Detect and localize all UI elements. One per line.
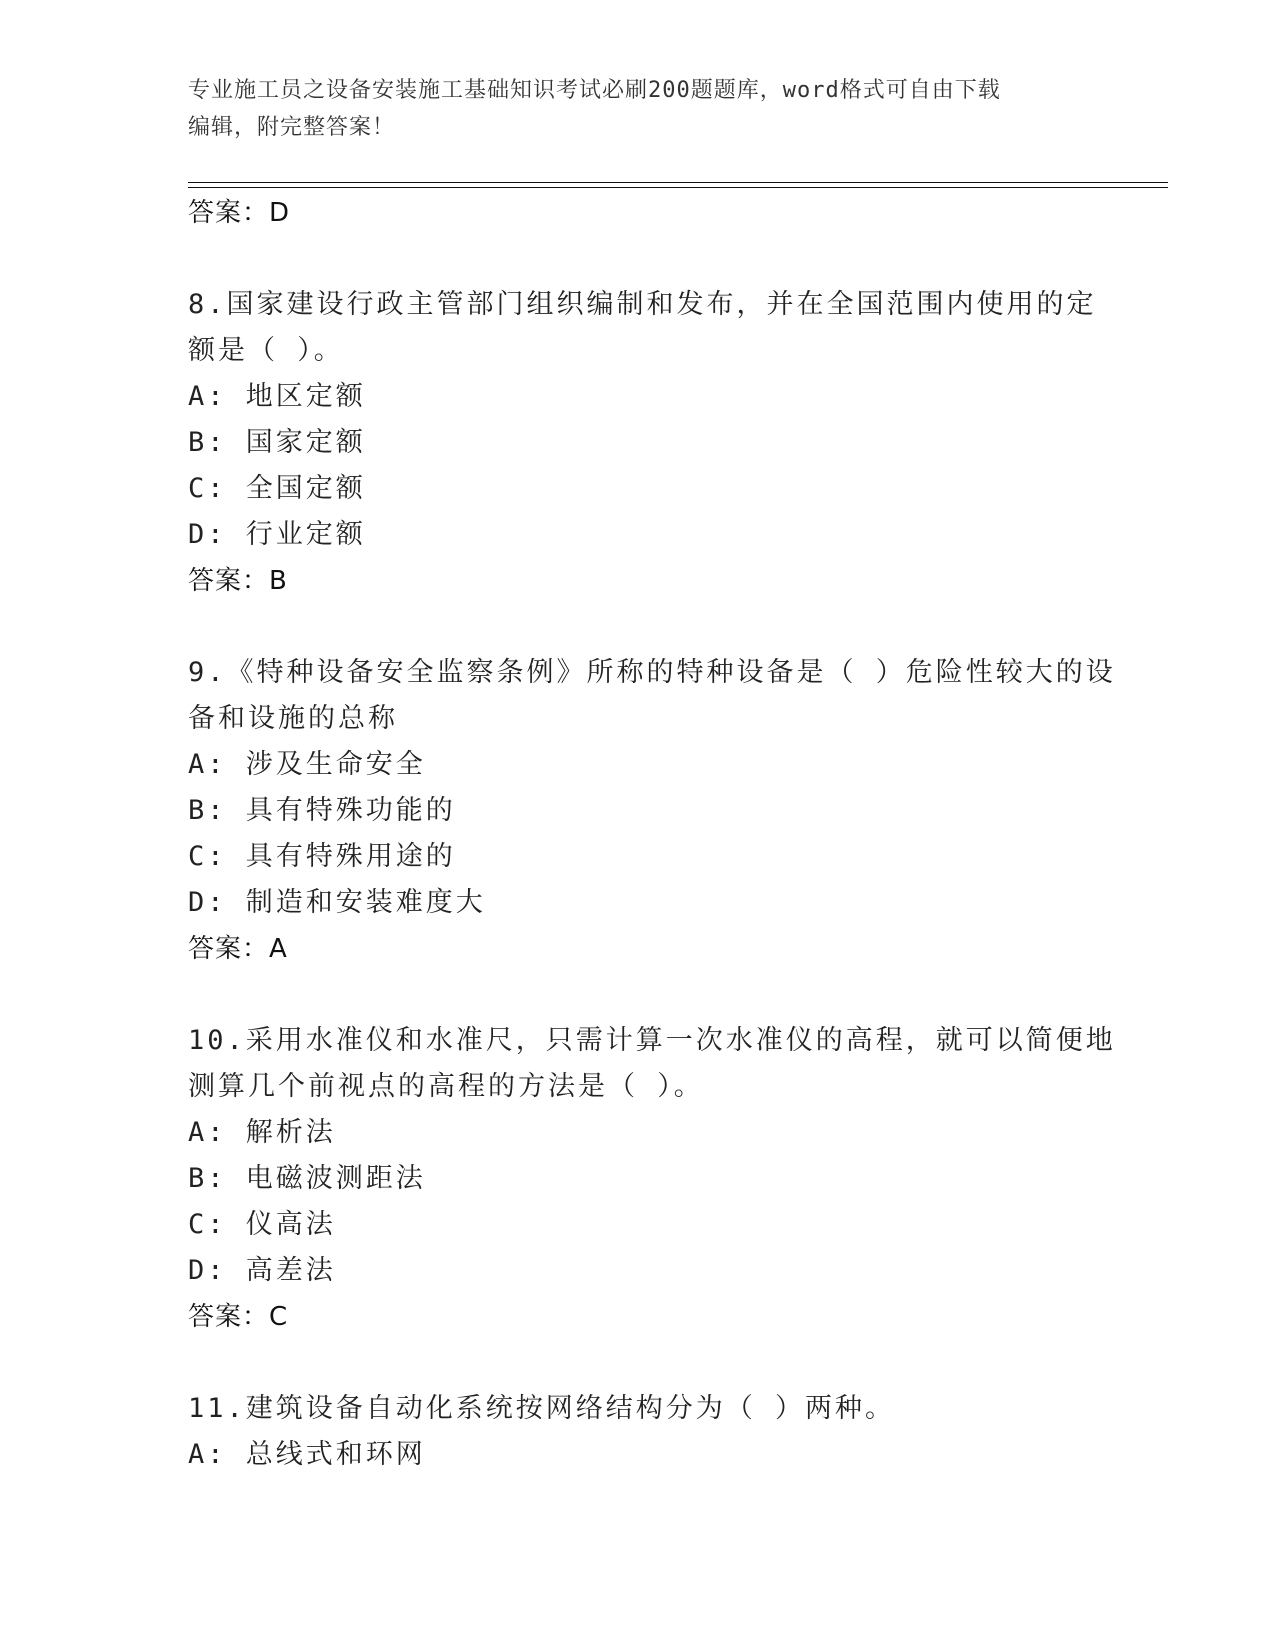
question-stem: 9.《特种设备安全监察条例》所称的特种设备是（ ）危险性较大的设 [188, 657, 1116, 688]
question-9 [188, 650, 1116, 972]
option-a: A: 解析法 [188, 1117, 336, 1148]
option-d: D: 行业定额 [188, 519, 366, 550]
option-b: B: 具有特殊功能的 [188, 795, 456, 826]
question-stem: 测算几个前视点的高程的方法是（ ）。 [188, 1071, 704, 1102]
option-a: A: 地区定额 [188, 381, 366, 412]
question-10 [188, 1018, 1116, 1340]
header-line-2: 编辑，附完整答案！ [188, 115, 396, 140]
question-list [188, 190, 1116, 1478]
option-c: C: 全国定额 [188, 473, 366, 504]
question-stem: 11.建筑设备自动化系统按网络结构分为（ ）两种。 [188, 1393, 896, 1424]
option-c: C: 具有特殊用途的 [188, 841, 456, 872]
spacer [188, 972, 1088, 1018]
option-a: A: 总线式和环网 [188, 1439, 426, 1470]
option-d: D: 制造和安装难度大 [188, 887, 486, 918]
option-d: D: 高差法 [188, 1255, 336, 1286]
header-divider-top [188, 182, 1168, 183]
question-11 [188, 1386, 1088, 1478]
header-divider-bottom [188, 187, 1168, 188]
answer: 答案：A [188, 934, 288, 964]
question-8 [188, 282, 1097, 604]
answer: 答案：B [188, 566, 288, 596]
option-a: A: 涉及生命安全 [188, 749, 426, 780]
answer: 答案：C [188, 1302, 289, 1332]
question-stem: 8.国家建设行政主管部门组织编制和发布，并在全国范围内使用的定 [188, 289, 1097, 320]
spacer [188, 604, 1088, 650]
document-header [188, 72, 1088, 146]
option-c: C: 仪高法 [188, 1209, 336, 1240]
question-stem: 备和设施的总称 [188, 703, 398, 734]
option-b: B: 国家定额 [188, 427, 366, 458]
question-stem: 10.采用水准仪和水准尺，只需计算一次水准仪的高程，就可以简便地 [188, 1025, 1116, 1056]
answer-q7: 答案：D [188, 198, 291, 228]
question-stem: 额是（ ）。 [188, 335, 344, 366]
header-line-1: 专业施工员之设备安装施工基础知识考试必刷200题题库，word格式可自由下载 [188, 78, 1001, 103]
option-b: B: 电磁波测距法 [188, 1163, 426, 1194]
spacer [188, 236, 1088, 282]
spacer [188, 1340, 1088, 1386]
